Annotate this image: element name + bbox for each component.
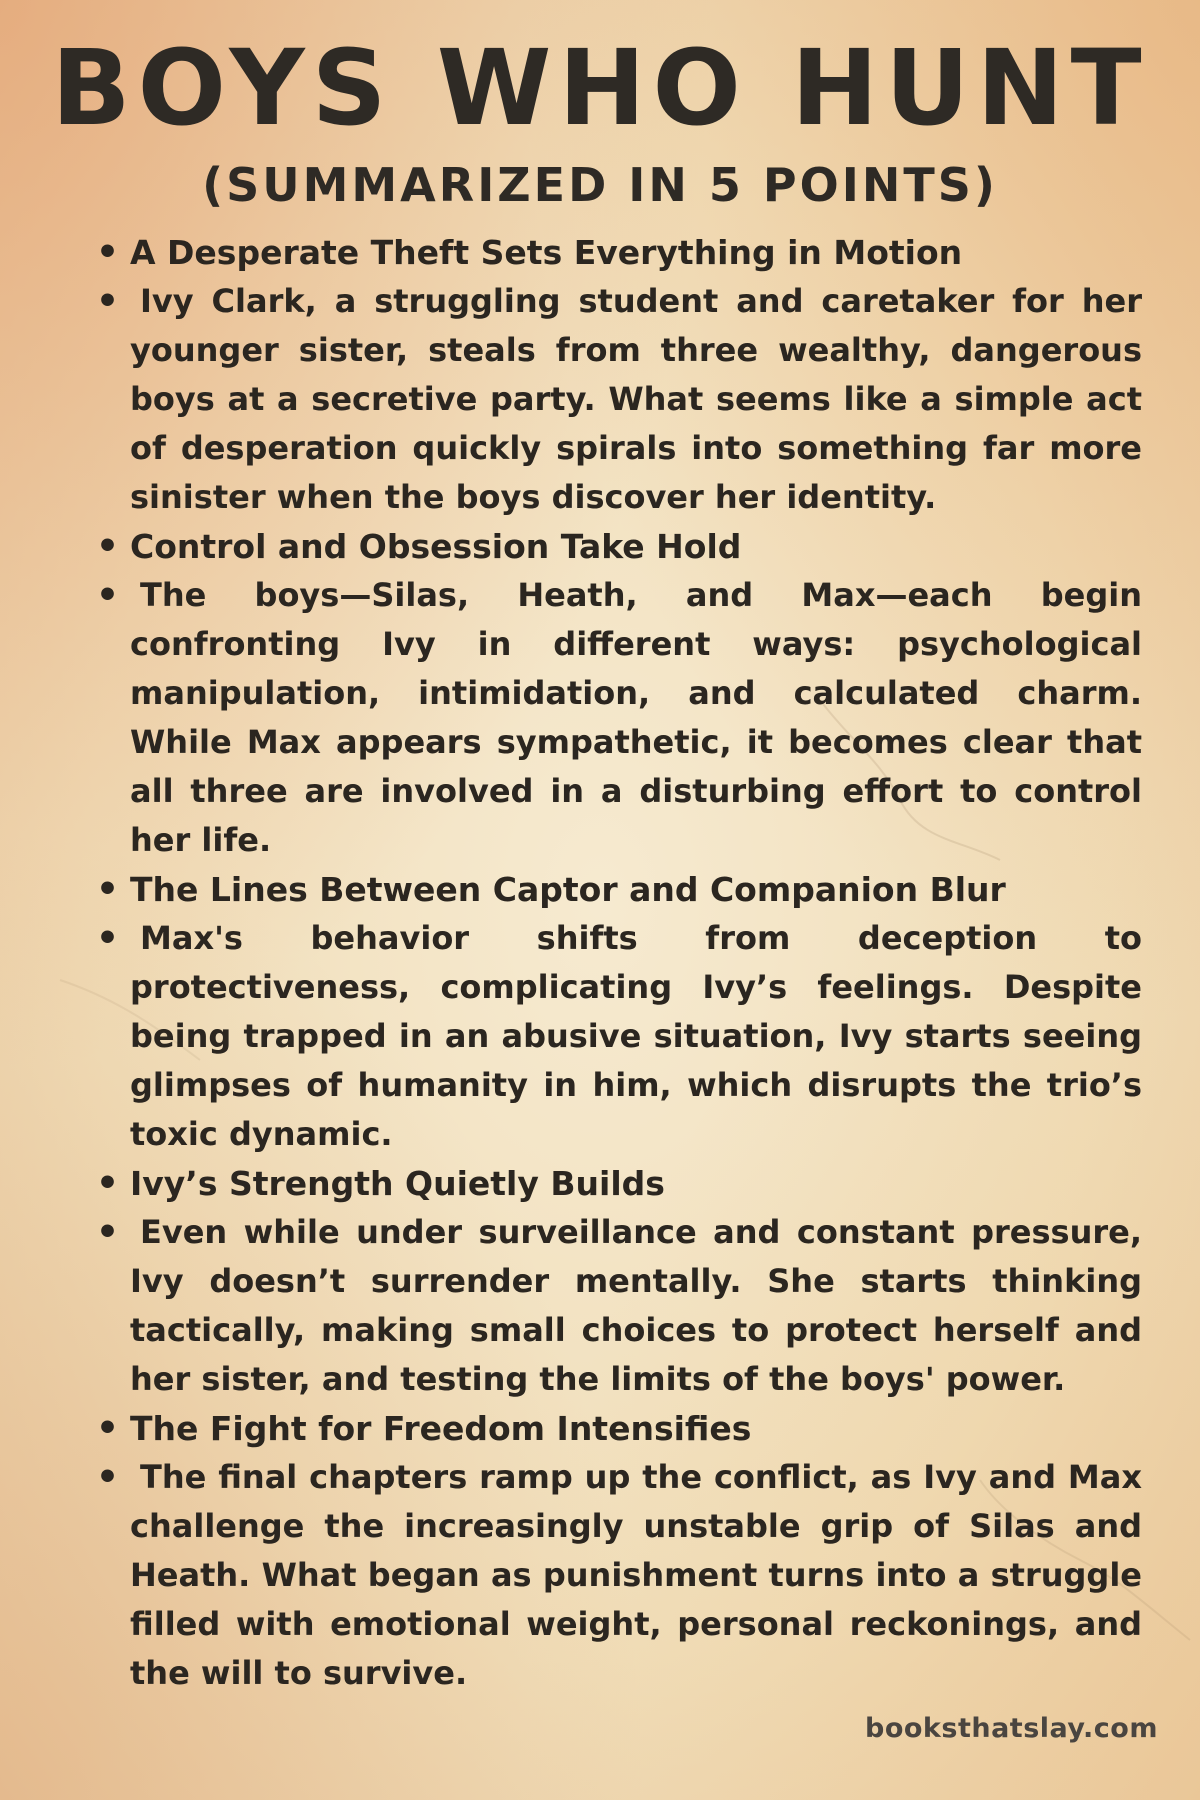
point-3-body [88, 914, 1142, 1159]
page-title: BOYS WHO HUNT [51, 27, 1149, 149]
point-body-text: Ivy Clark, a struggling student and caretaker for her younger sister, steals from three wealthy, dangerous boys at a secretive party. What seems like a simple act of desperation quickly spirals into something far more sinister when the boys discover her identity. [130, 282, 1142, 516]
page-subtitle: (SUMMARIZED IN 5 POINTS) [202, 158, 998, 212]
bullet-icon: • [96, 1457, 120, 1498]
point-3-heading [88, 865, 1142, 914]
bullet-icon: • [96, 1212, 120, 1253]
point-2-heading [88, 522, 1142, 571]
point-1-body [88, 277, 1142, 522]
point-1-heading [88, 228, 1142, 277]
bullet-icon: • [96, 526, 120, 567]
point-heading-text: Ivy’s Strength Quietly Builds [130, 1164, 665, 1203]
bullet-icon: • [96, 232, 120, 273]
summary-list [88, 228, 1142, 1698]
bullet-icon: • [96, 1408, 120, 1449]
point-2-body [88, 571, 1142, 865]
bullet-icon: • [96, 869, 120, 910]
point-5-heading [88, 1404, 1142, 1453]
point-heading-text: The Fight for Freedom Intensifies [130, 1409, 752, 1448]
point-body-text: Even while under surveillance and constant pressure, Ivy doesn’t surrender mentally. She starts thinking tactically, making small choices to protect herself and her sister, and testing the limits of the boys' power. [130, 1213, 1142, 1398]
bullet-icon: • [96, 281, 120, 322]
site-credit: booksthatslay.com [865, 1713, 1158, 1744]
point-4-body [88, 1208, 1142, 1404]
point-body-text: The boys—Silas, Heath, and Max—each begin confronting Ivy in different ways: psychological manipulation, intimidation, and calculated charm. While Max appears sympathetic, it becomes clear that all three are involved in a disturbing effort to control her life. [130, 576, 1142, 859]
point-heading-text: A Desperate Theft Sets Everything in Motion [130, 233, 963, 272]
point-heading-text: The Lines Between Captor and Companion Blur [130, 870, 1006, 909]
bullet-icon: • [96, 918, 120, 959]
bullet-icon: • [96, 575, 120, 616]
bullet-icon: • [96, 1163, 120, 1204]
point-4-heading [88, 1159, 1142, 1208]
point-body-text: Max's behavior shifts from deception to protectiveness, complicating Ivy’s feelings. Despite being trapped in an abusive situation, Ivy starts seeing glimpses of humanity in him, which disrupts the trio’s toxic dynamic. [130, 919, 1142, 1153]
point-heading-text: Control and Obsession Take Hold [130, 527, 742, 566]
point-body-text: The final chapters ramp up the conflict, as Ivy and Max challenge the increasingly unstable grip of Silas and Heath. What began as punishment turns into a struggle filled with emotional weight, personal reckonings, and the will to survive. [130, 1458, 1142, 1692]
point-5-body [88, 1453, 1142, 1698]
